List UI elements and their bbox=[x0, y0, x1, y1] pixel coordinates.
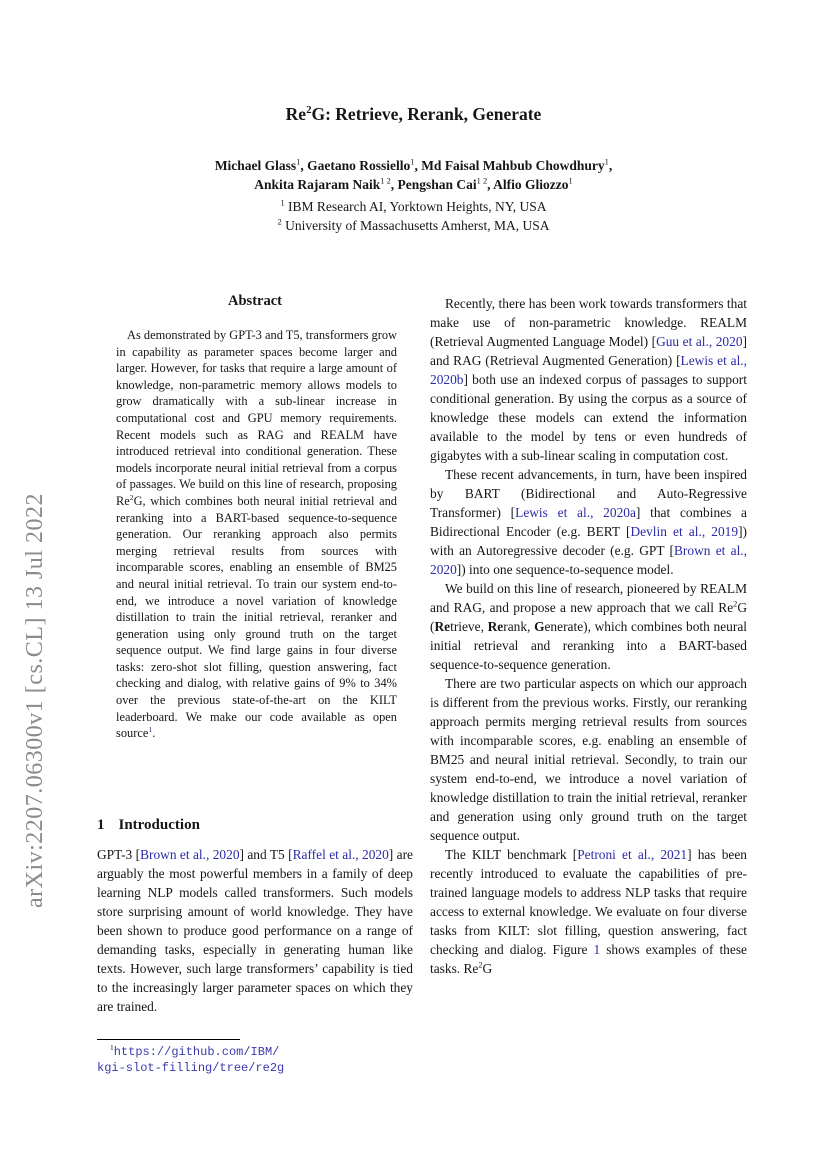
footnote bbox=[97, 1044, 407, 1076]
text-segment: G ( bbox=[430, 600, 747, 634]
affiliation-line bbox=[0, 198, 827, 217]
section-number: 1 bbox=[97, 817, 105, 833]
citation-link[interactable]: Lewis et al., 2020b bbox=[430, 353, 747, 387]
section-title: Introduction bbox=[118, 817, 200, 833]
text-segment: Gaetano Rossiello bbox=[307, 158, 411, 173]
affiliation-line bbox=[0, 217, 827, 236]
paragraph bbox=[430, 674, 747, 845]
text-segment: We build on this line of research, pioneered by REALM and RAG, and propose a new approach that we call Re bbox=[430, 581, 747, 615]
citation-link[interactable]: Raffel et al., 2020 bbox=[292, 847, 389, 862]
text-segment: GPT-3 [ bbox=[97, 847, 141, 862]
text-segment: 1 bbox=[410, 157, 415, 167]
text-segment: ] and T5 [ bbox=[239, 847, 293, 862]
citation-link[interactable]: 1 bbox=[593, 942, 601, 957]
text-segment: 2 bbox=[733, 599, 738, 609]
text-segment: 2 bbox=[306, 104, 312, 117]
text-segment: ]) with an Autoregressive decoder (e.g. GPT [ bbox=[430, 524, 747, 558]
abstract-heading: Abstract bbox=[228, 293, 282, 309]
intro-paragraph bbox=[97, 845, 413, 1016]
text-segment: shows examples of these tasks. Re bbox=[430, 942, 747, 976]
text-segment: The KILT benchmark [ bbox=[445, 847, 578, 862]
text-segment: Re bbox=[285, 104, 307, 124]
text-segment: 2 bbox=[478, 960, 483, 970]
text-segment: ] both use an indexed corpus of passages to support conditional generation. By using the corpus as a source of knowledge these models can extend the information available to the model by tens or even hundreds of gigabytes with a sub-linear scaling in computation cost. bbox=[430, 372, 747, 463]
text-segment: , bbox=[390, 177, 398, 192]
text-segment: 2 bbox=[277, 217, 282, 226]
text-segment: , bbox=[414, 158, 422, 173]
affiliation-block bbox=[0, 198, 827, 235]
text-segment: G: Retrieve, Rerank, Generate bbox=[311, 104, 542, 124]
citation-link[interactable]: Guu et al., 2020 bbox=[656, 334, 743, 349]
text-segment: 1 bbox=[280, 198, 285, 208]
text-segment: Alfio Gliozzo bbox=[493, 177, 569, 192]
text-segment: G bbox=[534, 619, 545, 634]
text-segment: 2 bbox=[129, 492, 134, 502]
text-segment: There are two particular aspects on which our approach is different from the previous works. Firstly, our reranking approach permits merging retrieval results from sources with incomparable scores, e.g. enabling an ensemble of BM25 and neural initial retrieval. Secondly, to train our system end-to-end, we introduce a novel variation of knowledge distillation to train the initial retrieval, reranker and generation using only ground truth on the target sequence output. bbox=[430, 676, 747, 843]
text-segment: IBM Research AI, Yorktown Heights, NY, USA bbox=[284, 199, 547, 214]
text-segment: ] and RAG (Retrieval Augmented Generation) [ bbox=[430, 334, 747, 368]
paragraph bbox=[430, 579, 747, 674]
text-segment: ] has been recently introduced to evaluate the capabilities of pre-trained language models to address NLP tasks that require access to external knowledge. We evaluate on four diverse tasks from KILT: slot filling, question answering, fact checking and dialog. Figure bbox=[430, 847, 747, 957]
text-segment: Michael Glass bbox=[214, 158, 297, 173]
citation-link[interactable]: Brown et al., 2020 bbox=[430, 543, 747, 577]
text-segment: ] are arguably the most powerful members in a family of deep learning NLP models called transformers. Such models store surprising amount of world knowledge. They have been shown to produce good performance on a range of demanding tasks, especially in generating human like texts. However, such large transformers’ capability is tied to the increasingly larger parameter spaces on which they are trained. bbox=[97, 847, 413, 1014]
text-segment: , bbox=[608, 158, 613, 173]
section-heading-introduction bbox=[97, 817, 200, 834]
text-segment: Md Faisal Mahbub Chowdhury bbox=[421, 158, 605, 173]
author-line bbox=[0, 156, 827, 175]
text-segment: trieve, bbox=[450, 619, 488, 634]
abstract-text bbox=[116, 327, 397, 742]
footnote-rule bbox=[97, 1039, 240, 1040]
text-segment: enerate), which combines both neural initial retrieval and reranking into a BART-based sequence-to-sequence generation. bbox=[430, 619, 747, 672]
text-segment: G, which combines both neural initial retrieval and reranking into a BART-based sequence-to-sequence generation. Our reranking approach also permits merging retrieval results from sources with incomparable scores, enabling an ensemble of BM25 and neural initial retrieval. To train our system end-to-end, we introduce a novel variation of knowledge distillation to train the initial retrieval, reranker and generation using only ground truth on the target sequence output. We find large gains in four diverse tasks: zero-shot slot filling, question answering, fact checking and dialog, with relative gains of 9% to 34% over the previous state-of-the-art on the KILT leaderboard. We make our code available as open source bbox=[116, 493, 397, 741]
text-segment: rank, bbox=[503, 619, 535, 634]
citation-link[interactable]: kgi-slot-filling/tree/re2g bbox=[97, 1061, 285, 1075]
text-segment: Re bbox=[487, 619, 504, 634]
text-segment: Pengshan Cai bbox=[397, 177, 477, 192]
text-segment: 1 bbox=[604, 157, 609, 167]
paragraph bbox=[430, 294, 747, 465]
text-segment: 1 bbox=[110, 1043, 114, 1052]
text-segment: 1 bbox=[296, 157, 301, 167]
citation-link[interactable]: Petroni et al., 2021 bbox=[577, 847, 688, 862]
text-segment: University of Massachusetts Amherst, MA, USA bbox=[281, 217, 550, 233]
citation-link[interactable]: Devlin et al., 2019 bbox=[630, 524, 739, 539]
text-segment: ] that combines a Bidirectional Encoder (e.g. BERT [ bbox=[430, 505, 747, 539]
citation-link[interactable]: 1 bbox=[148, 725, 153, 735]
text-segment: As demonstrated by GPT-3 and T5, transformers grow in capability as parameter spaces become larger and larger. However, for tasks that require a large amount of knowledge, non-parametric memory allows models to grow dramatically with a sub-linear increase in computational cost and GPU memory requirements. Recent models such as RAG and REALM have introduced retrieval into conditional generation. These models incorporate neural initial retrieval from a corpus of passages. We build on this line of research, proposing Re bbox=[116, 328, 397, 508]
citation-link[interactable]: Lewis et al., 2020a bbox=[515, 505, 636, 520]
arxiv-watermark: arXiv:2207.06300v1 [cs.CL] 13 Jul 2022 bbox=[22, 493, 48, 908]
citation-link[interactable]: https://github.com/IBM/ bbox=[113, 1045, 280, 1059]
paragraph bbox=[430, 465, 747, 579]
text-segment: These recent advancements, in turn, have been inspired by BART (Bidirectional and Auto-Regressive Transformer) [ bbox=[430, 467, 747, 520]
text-segment: , bbox=[487, 177, 494, 192]
text-segment: 1 2 bbox=[380, 176, 391, 186]
paragraph bbox=[430, 845, 747, 978]
text-segment: 1 2 bbox=[476, 176, 488, 186]
text-segment: Ankita Rajaram Naik bbox=[254, 177, 381, 192]
text-segment: 1 bbox=[568, 176, 573, 186]
text-segment: Recently, there has been work towards transformers that make use of non-parametric knowledge. REALM (Retrieval Augmented Language Model) [ bbox=[430, 296, 747, 349]
author-line bbox=[0, 175, 827, 194]
text-segment: , bbox=[300, 158, 308, 173]
text-segment: ]) into one sequence-to-sequence model. bbox=[456, 562, 674, 577]
author-block bbox=[0, 156, 827, 194]
paper-title bbox=[0, 104, 827, 125]
text-segment: . bbox=[152, 726, 156, 741]
right-column bbox=[430, 294, 747, 978]
text-segment: G bbox=[482, 961, 493, 976]
citation-link[interactable]: Brown et al., 2020 bbox=[140, 847, 240, 862]
text-segment: Re bbox=[434, 619, 451, 634]
